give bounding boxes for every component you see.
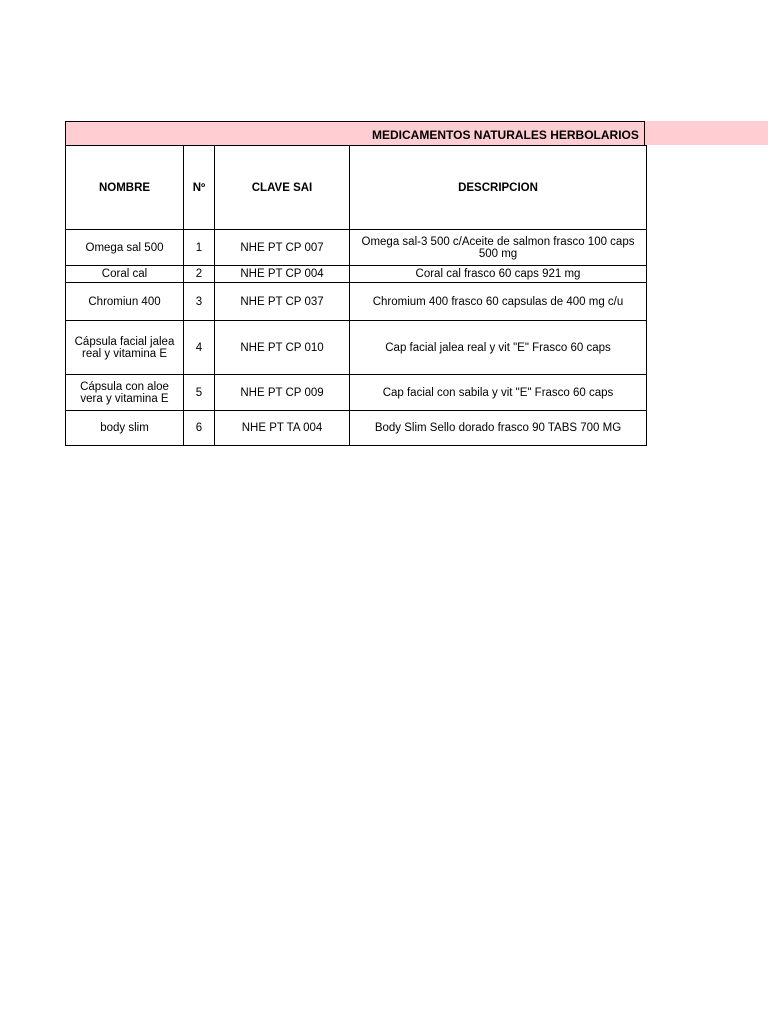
table-row xyxy=(66,411,647,446)
table-row xyxy=(66,321,647,375)
header-nombre: NOMBRE xyxy=(66,146,184,230)
cell-descripcion: Omega sal-3 500 c/Aceite de salmon frasco 100 caps 500 mg xyxy=(350,230,647,266)
medicines-table xyxy=(65,145,647,446)
cell-descripcion: Coral cal frasco 60 caps 921 mg xyxy=(350,266,647,283)
cell-clave: NHE PT CP 010 xyxy=(215,321,350,375)
cell-descripcion: Chromium 400 frasco 60 capsulas de 400 mg c/u xyxy=(350,283,647,321)
header-descripcion: DESCRIPCION xyxy=(350,146,647,230)
cell-clave: NHE PT CP 007 xyxy=(215,230,350,266)
cell-numero: 6 xyxy=(184,411,215,446)
cell-descripcion: Body Slim Sello dorado frasco 90 TABS 700 MG xyxy=(350,411,647,446)
cell-descripcion: Cap facial con sabila y vit "E" Frasco 60 caps xyxy=(350,375,647,411)
sheet-title: MEDICAMENTOS NATURALES HERBOLARIOS xyxy=(372,128,639,142)
header-clave-sai: CLAVE SAI xyxy=(215,146,350,230)
cell-nombre: Cápsula con aloe vera y vitamina E xyxy=(66,375,184,411)
table-row xyxy=(66,375,647,411)
cell-numero: 1 xyxy=(184,230,215,266)
cell-clave: NHE PT CP 004 xyxy=(215,266,350,283)
cell-numero: 3 xyxy=(184,283,215,321)
cell-clave: NHE PT CP 037 xyxy=(215,283,350,321)
cell-numero: 5 xyxy=(184,375,215,411)
cell-nombre: Coral cal xyxy=(66,266,184,283)
cell-descripcion: Cap facial jalea real y vit "E" Frasco 60 caps xyxy=(350,321,647,375)
table-row xyxy=(66,230,647,266)
header-numero: Nº xyxy=(184,146,215,230)
cell-clave: NHE PT CP 009 xyxy=(215,375,350,411)
cell-nombre: body slim xyxy=(66,411,184,446)
cell-nombre: Omega sal 500 xyxy=(66,230,184,266)
table-row xyxy=(66,283,647,321)
cell-numero: 4 xyxy=(184,321,215,375)
cell-nombre: Cápsula facial jalea real y vitamina E xyxy=(66,321,184,375)
header-row xyxy=(66,146,647,230)
cell-clave: NHE PT TA 004 xyxy=(215,411,350,446)
table-row xyxy=(66,266,647,283)
cell-numero: 2 xyxy=(184,266,215,283)
cell-nombre: Chromiun 400 xyxy=(66,283,184,321)
